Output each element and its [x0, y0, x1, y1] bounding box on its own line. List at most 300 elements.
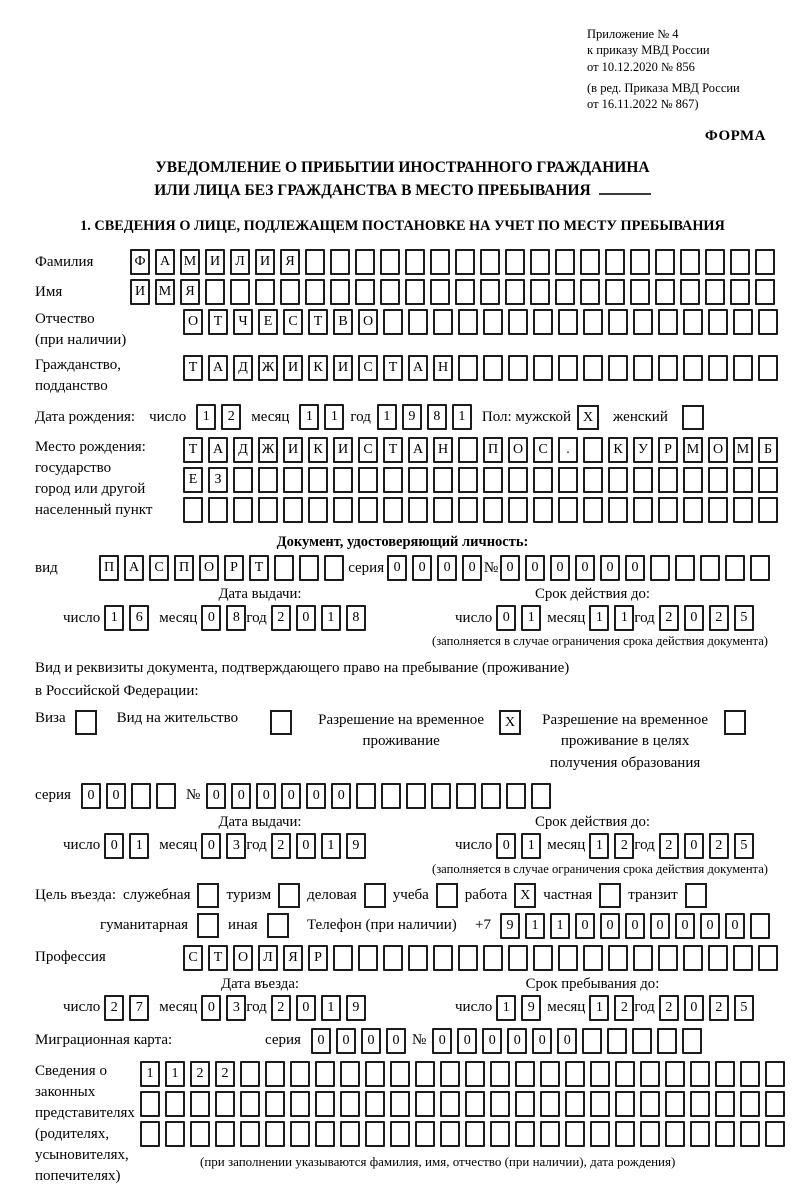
char-cell[interactable]: 2	[709, 995, 729, 1021]
char-cell[interactable]	[383, 497, 403, 523]
char-cell[interactable]: А	[408, 437, 428, 463]
char-cell[interactable]: 1	[321, 995, 341, 1021]
char-cell[interactable]: 8	[346, 605, 366, 631]
char-cell[interactable]	[640, 1091, 660, 1117]
purpose-work-checkbox[interactable]: X	[514, 883, 536, 908]
char-cell[interactable]	[608, 309, 628, 335]
char-cell[interactable]	[530, 279, 550, 305]
char-cell[interactable]	[730, 249, 750, 275]
char-cell[interactable]: 0	[412, 555, 432, 581]
char-cell[interactable]: 1	[550, 913, 570, 939]
char-cell[interactable]: 2	[709, 833, 729, 859]
char-cell[interactable]	[408, 497, 428, 523]
char-cell[interactable]: 0	[296, 833, 316, 859]
char-cell[interactable]	[665, 1091, 685, 1117]
char-cell[interactable]: Т	[249, 555, 269, 581]
char-cell[interactable]	[657, 1028, 677, 1054]
char-cell[interactable]: 0	[432, 1028, 452, 1054]
char-cell[interactable]	[558, 467, 578, 493]
char-cell[interactable]: 2	[709, 605, 729, 631]
char-cell[interactable]	[590, 1091, 610, 1117]
char-cell[interactable]: М	[155, 279, 175, 305]
char-cell[interactable]	[683, 945, 703, 971]
char-cell[interactable]: 0	[500, 555, 520, 581]
char-cell[interactable]: И	[205, 249, 225, 275]
char-cell[interactable]: 0	[482, 1028, 502, 1054]
char-cell[interactable]	[715, 1091, 735, 1117]
char-cell[interactable]	[508, 309, 528, 335]
char-cell[interactable]	[381, 783, 401, 809]
char-cell[interactable]	[240, 1091, 260, 1117]
char-cell[interactable]	[558, 497, 578, 523]
char-cell[interactable]	[383, 467, 403, 493]
char-cell[interactable]: 9	[500, 913, 520, 939]
char-cell[interactable]	[675, 555, 695, 581]
char-cell[interactable]	[258, 467, 278, 493]
char-cell[interactable]	[265, 1061, 285, 1087]
char-cell[interactable]: И	[283, 355, 303, 381]
char-cell[interactable]: З	[208, 467, 228, 493]
residence-permit-checkbox[interactable]	[270, 710, 292, 735]
char-cell[interactable]	[740, 1061, 760, 1087]
char-cell[interactable]	[555, 279, 575, 305]
char-cell[interactable]	[583, 355, 603, 381]
char-cell[interactable]: И	[333, 355, 353, 381]
char-cell[interactable]: 0	[104, 833, 124, 859]
char-cell[interactable]: Т	[183, 355, 203, 381]
char-cell[interactable]: 0	[201, 995, 221, 1021]
char-cell[interactable]	[750, 555, 770, 581]
char-cell[interactable]	[582, 1028, 602, 1054]
char-cell[interactable]	[658, 309, 678, 335]
char-cell[interactable]	[308, 497, 328, 523]
char-cell[interactable]	[630, 249, 650, 275]
char-cell[interactable]: Ч	[233, 309, 253, 335]
char-cell[interactable]	[215, 1091, 235, 1117]
char-cell[interactable]: 0	[700, 913, 720, 939]
char-cell[interactable]	[456, 783, 476, 809]
char-cell[interactable]: К	[608, 437, 628, 463]
char-cell[interactable]: Н	[433, 437, 453, 463]
char-cell[interactable]	[540, 1061, 560, 1087]
char-cell[interactable]: 2	[215, 1061, 235, 1087]
char-cell[interactable]	[433, 309, 453, 335]
char-cell[interactable]	[630, 279, 650, 305]
char-cell[interactable]	[299, 555, 319, 581]
char-cell[interactable]	[750, 913, 770, 939]
char-cell[interactable]	[658, 467, 678, 493]
purpose-tourism-checkbox[interactable]	[278, 883, 300, 908]
char-cell[interactable]	[665, 1061, 685, 1087]
char-cell[interactable]	[290, 1061, 310, 1087]
char-cell[interactable]	[558, 945, 578, 971]
char-cell[interactable]	[290, 1121, 310, 1147]
char-cell[interactable]	[515, 1061, 535, 1087]
char-cell[interactable]	[258, 497, 278, 523]
char-cell[interactable]	[465, 1061, 485, 1087]
char-cell[interactable]	[708, 467, 728, 493]
char-cell[interactable]	[715, 1061, 735, 1087]
char-cell[interactable]	[533, 497, 553, 523]
char-cell[interactable]	[690, 1091, 710, 1117]
char-cell[interactable]	[333, 467, 353, 493]
char-cell[interactable]	[140, 1121, 160, 1147]
char-cell[interactable]: Е	[183, 467, 203, 493]
char-cell[interactable]	[165, 1121, 185, 1147]
char-cell[interactable]: Е	[258, 309, 278, 335]
char-cell[interactable]	[607, 1028, 627, 1054]
char-cell[interactable]	[558, 355, 578, 381]
char-cell[interactable]: 0	[361, 1028, 381, 1054]
char-cell[interactable]: 1	[496, 995, 516, 1021]
char-cell[interactable]	[483, 467, 503, 493]
char-cell[interactable]: 0	[296, 605, 316, 631]
char-cell[interactable]: 0	[625, 555, 645, 581]
char-cell[interactable]	[408, 945, 428, 971]
char-cell[interactable]	[758, 309, 778, 335]
char-cell[interactable]: 1	[129, 833, 149, 859]
char-cell[interactable]: И	[333, 437, 353, 463]
char-cell[interactable]	[633, 945, 653, 971]
char-cell[interactable]	[290, 1091, 310, 1117]
char-cell[interactable]	[530, 249, 550, 275]
visa-checkbox[interactable]	[75, 710, 97, 735]
purpose-private-checkbox[interactable]	[599, 883, 621, 908]
char-cell[interactable]: Н	[433, 355, 453, 381]
purpose-other-checkbox[interactable]	[267, 913, 289, 938]
char-cell[interactable]: 2	[614, 995, 634, 1021]
char-cell[interactable]	[190, 1121, 210, 1147]
char-cell[interactable]	[583, 497, 603, 523]
char-cell[interactable]	[355, 249, 375, 275]
char-cell[interactable]	[315, 1121, 335, 1147]
edu-permit-checkbox[interactable]	[724, 710, 746, 735]
char-cell[interactable]: Т	[383, 437, 403, 463]
char-cell[interactable]: 0	[201, 605, 221, 631]
char-cell[interactable]: О	[233, 945, 253, 971]
char-cell[interactable]: К	[308, 355, 328, 381]
char-cell[interactable]	[156, 783, 176, 809]
char-cell[interactable]	[508, 355, 528, 381]
char-cell[interactable]: 1	[321, 833, 341, 859]
char-cell[interactable]	[540, 1121, 560, 1147]
char-cell[interactable]: 1	[525, 913, 545, 939]
char-cell[interactable]: 0	[532, 1028, 552, 1054]
char-cell[interactable]: 1	[196, 404, 216, 430]
char-cell[interactable]: Р	[308, 945, 328, 971]
char-cell[interactable]	[565, 1091, 585, 1117]
char-cell[interactable]	[508, 497, 528, 523]
char-cell[interactable]	[465, 1091, 485, 1117]
char-cell[interactable]	[755, 279, 775, 305]
char-cell[interactable]: 0	[306, 783, 326, 809]
char-cell[interactable]	[758, 497, 778, 523]
char-cell[interactable]: 0	[386, 1028, 406, 1054]
char-cell[interactable]: 1	[324, 404, 344, 430]
char-cell[interactable]: 0	[331, 783, 351, 809]
char-cell[interactable]	[765, 1121, 785, 1147]
char-cell[interactable]: 0	[437, 555, 457, 581]
char-cell[interactable]: И	[130, 279, 150, 305]
char-cell[interactable]	[383, 945, 403, 971]
char-cell[interactable]: 1	[321, 605, 341, 631]
char-cell[interactable]: Т	[183, 437, 203, 463]
char-cell[interactable]: М	[683, 437, 703, 463]
char-cell[interactable]: С	[149, 555, 169, 581]
char-cell[interactable]	[355, 279, 375, 305]
char-cell[interactable]	[324, 555, 344, 581]
char-cell[interactable]	[665, 1121, 685, 1147]
char-cell[interactable]	[690, 1061, 710, 1087]
char-cell[interactable]	[740, 1091, 760, 1117]
char-cell[interactable]: 0	[296, 995, 316, 1021]
char-cell[interactable]: Л	[258, 945, 278, 971]
char-cell[interactable]	[481, 783, 501, 809]
char-cell[interactable]	[408, 467, 428, 493]
char-cell[interactable]: А	[208, 437, 228, 463]
char-cell[interactable]: 0	[201, 833, 221, 859]
char-cell[interactable]	[755, 249, 775, 275]
char-cell[interactable]: 0	[600, 913, 620, 939]
char-cell[interactable]: А	[208, 355, 228, 381]
char-cell[interactable]: 1	[165, 1061, 185, 1087]
char-cell[interactable]	[605, 249, 625, 275]
purpose-study-checkbox[interactable]	[436, 883, 458, 908]
char-cell[interactable]	[633, 497, 653, 523]
char-cell[interactable]	[458, 945, 478, 971]
char-cell[interactable]	[483, 309, 503, 335]
char-cell[interactable]	[682, 1028, 702, 1054]
char-cell[interactable]: О	[199, 555, 219, 581]
char-cell[interactable]: Ф	[130, 249, 150, 275]
char-cell[interactable]: 5	[734, 605, 754, 631]
char-cell[interactable]	[658, 497, 678, 523]
char-cell[interactable]	[640, 1061, 660, 1087]
char-cell[interactable]	[683, 467, 703, 493]
char-cell[interactable]	[255, 279, 275, 305]
char-cell[interactable]	[633, 467, 653, 493]
char-cell[interactable]	[715, 1121, 735, 1147]
char-cell[interactable]	[233, 497, 253, 523]
char-cell[interactable]	[440, 1061, 460, 1087]
char-cell[interactable]: Д	[233, 437, 253, 463]
char-cell[interactable]: 1	[614, 605, 634, 631]
char-cell[interactable]	[583, 309, 603, 335]
char-cell[interactable]	[490, 1121, 510, 1147]
char-cell[interactable]: А	[155, 249, 175, 275]
char-cell[interactable]	[358, 945, 378, 971]
char-cell[interactable]	[380, 249, 400, 275]
char-cell[interactable]	[733, 467, 753, 493]
char-cell[interactable]	[340, 1091, 360, 1117]
purpose-official-checkbox[interactable]	[197, 883, 219, 908]
char-cell[interactable]	[508, 467, 528, 493]
char-cell[interactable]	[705, 279, 725, 305]
char-cell[interactable]	[733, 309, 753, 335]
char-cell[interactable]: Я	[180, 279, 200, 305]
char-cell[interactable]: 2	[271, 833, 291, 859]
char-cell[interactable]	[632, 1028, 652, 1054]
char-cell[interactable]: О	[183, 309, 203, 335]
char-cell[interactable]: 1	[589, 833, 609, 859]
char-cell[interactable]: Д	[233, 355, 253, 381]
purpose-humanitarian-checkbox[interactable]	[197, 913, 219, 938]
char-cell[interactable]: 0	[507, 1028, 527, 1054]
char-cell[interactable]	[683, 309, 703, 335]
char-cell[interactable]	[505, 279, 525, 305]
char-cell[interactable]	[405, 249, 425, 275]
char-cell[interactable]	[533, 945, 553, 971]
char-cell[interactable]	[483, 945, 503, 971]
char-cell[interactable]	[365, 1061, 385, 1087]
char-cell[interactable]	[683, 497, 703, 523]
char-cell[interactable]	[580, 249, 600, 275]
char-cell[interactable]: С	[358, 437, 378, 463]
char-cell[interactable]: 0	[462, 555, 482, 581]
char-cell[interactable]	[483, 355, 503, 381]
char-cell[interactable]	[758, 945, 778, 971]
char-cell[interactable]	[455, 279, 475, 305]
char-cell[interactable]	[365, 1121, 385, 1147]
char-cell[interactable]	[490, 1061, 510, 1087]
char-cell[interactable]: 0	[231, 783, 251, 809]
char-cell[interactable]	[315, 1061, 335, 1087]
char-cell[interactable]: Б	[758, 437, 778, 463]
char-cell[interactable]	[531, 783, 551, 809]
char-cell[interactable]	[190, 1091, 210, 1117]
char-cell[interactable]: О	[358, 309, 378, 335]
char-cell[interactable]: 0	[525, 555, 545, 581]
char-cell[interactable]	[406, 783, 426, 809]
char-cell[interactable]	[680, 249, 700, 275]
char-cell[interactable]	[480, 249, 500, 275]
char-cell[interactable]	[205, 279, 225, 305]
char-cell[interactable]: 0	[675, 913, 695, 939]
char-cell[interactable]	[433, 467, 453, 493]
char-cell[interactable]	[340, 1061, 360, 1087]
char-cell[interactable]: 0	[625, 913, 645, 939]
char-cell[interactable]: 0	[496, 605, 516, 631]
char-cell[interactable]	[708, 945, 728, 971]
char-cell[interactable]: 5	[734, 995, 754, 1021]
char-cell[interactable]: 9	[346, 833, 366, 859]
temp-permit-checkbox[interactable]: X	[499, 710, 521, 735]
char-cell[interactable]	[240, 1061, 260, 1087]
char-cell[interactable]: Т	[383, 355, 403, 381]
char-cell[interactable]	[433, 497, 453, 523]
char-cell[interactable]	[590, 1061, 610, 1087]
char-cell[interactable]	[583, 467, 603, 493]
char-cell[interactable]	[305, 279, 325, 305]
char-cell[interactable]	[405, 279, 425, 305]
char-cell[interactable]	[430, 279, 450, 305]
char-cell[interactable]	[333, 497, 353, 523]
char-cell[interactable]	[356, 783, 376, 809]
char-cell[interactable]: О	[708, 437, 728, 463]
char-cell[interactable]	[330, 279, 350, 305]
char-cell[interactable]	[315, 1091, 335, 1117]
char-cell[interactable]	[708, 497, 728, 523]
char-cell[interactable]	[608, 497, 628, 523]
char-cell[interactable]: У	[633, 437, 653, 463]
char-cell[interactable]: 1	[521, 833, 541, 859]
char-cell[interactable]	[655, 249, 675, 275]
char-cell[interactable]	[615, 1091, 635, 1117]
char-cell[interactable]: 5	[734, 833, 754, 859]
char-cell[interactable]	[533, 467, 553, 493]
char-cell[interactable]: 0	[575, 913, 595, 939]
char-cell[interactable]: И	[255, 249, 275, 275]
char-cell[interactable]: К	[308, 437, 328, 463]
char-cell[interactable]	[390, 1121, 410, 1147]
char-cell[interactable]	[758, 355, 778, 381]
char-cell[interactable]: 1	[377, 404, 397, 430]
char-cell[interactable]	[558, 309, 578, 335]
char-cell[interactable]	[608, 467, 628, 493]
char-cell[interactable]: 0	[684, 833, 704, 859]
char-cell[interactable]: 0	[684, 605, 704, 631]
char-cell[interactable]	[765, 1061, 785, 1087]
char-cell[interactable]	[640, 1121, 660, 1147]
char-cell[interactable]: 0	[550, 555, 570, 581]
char-cell[interactable]	[340, 1121, 360, 1147]
char-cell[interactable]: О	[508, 437, 528, 463]
char-cell[interactable]: 0	[81, 783, 101, 809]
char-cell[interactable]	[690, 1121, 710, 1147]
char-cell[interactable]	[650, 555, 670, 581]
char-cell[interactable]: П	[174, 555, 194, 581]
char-cell[interactable]	[658, 355, 678, 381]
char-cell[interactable]: 8	[427, 404, 447, 430]
char-cell[interactable]	[274, 555, 294, 581]
char-cell[interactable]: 1	[589, 605, 609, 631]
char-cell[interactable]	[490, 1091, 510, 1117]
char-cell[interactable]	[533, 309, 553, 335]
char-cell[interactable]	[140, 1091, 160, 1117]
char-cell[interactable]	[433, 945, 453, 971]
char-cell[interactable]: 2	[614, 833, 634, 859]
char-cell[interactable]: 2	[659, 605, 679, 631]
char-cell[interactable]: 1	[140, 1061, 160, 1087]
char-cell[interactable]: 0	[600, 555, 620, 581]
char-cell[interactable]	[700, 555, 720, 581]
char-cell[interactable]	[280, 279, 300, 305]
char-cell[interactable]	[733, 945, 753, 971]
char-cell[interactable]	[240, 1121, 260, 1147]
char-cell[interactable]	[440, 1091, 460, 1117]
char-cell[interactable]	[480, 279, 500, 305]
char-cell[interactable]	[131, 783, 151, 809]
char-cell[interactable]: 9	[402, 404, 422, 430]
char-cell[interactable]	[458, 467, 478, 493]
char-cell[interactable]: 9	[521, 995, 541, 1021]
char-cell[interactable]	[283, 497, 303, 523]
char-cell[interactable]	[733, 355, 753, 381]
char-cell[interactable]	[408, 309, 428, 335]
char-cell[interactable]: Ж	[258, 437, 278, 463]
char-cell[interactable]	[215, 1121, 235, 1147]
char-cell[interactable]: Р	[224, 555, 244, 581]
char-cell[interactable]: 0	[311, 1028, 331, 1054]
char-cell[interactable]	[540, 1091, 560, 1117]
char-cell[interactable]	[390, 1091, 410, 1117]
char-cell[interactable]	[683, 355, 703, 381]
char-cell[interactable]	[305, 249, 325, 275]
char-cell[interactable]: 0	[256, 783, 276, 809]
char-cell[interactable]: Я	[283, 945, 303, 971]
char-cell[interactable]	[583, 945, 603, 971]
char-cell[interactable]	[458, 437, 478, 463]
